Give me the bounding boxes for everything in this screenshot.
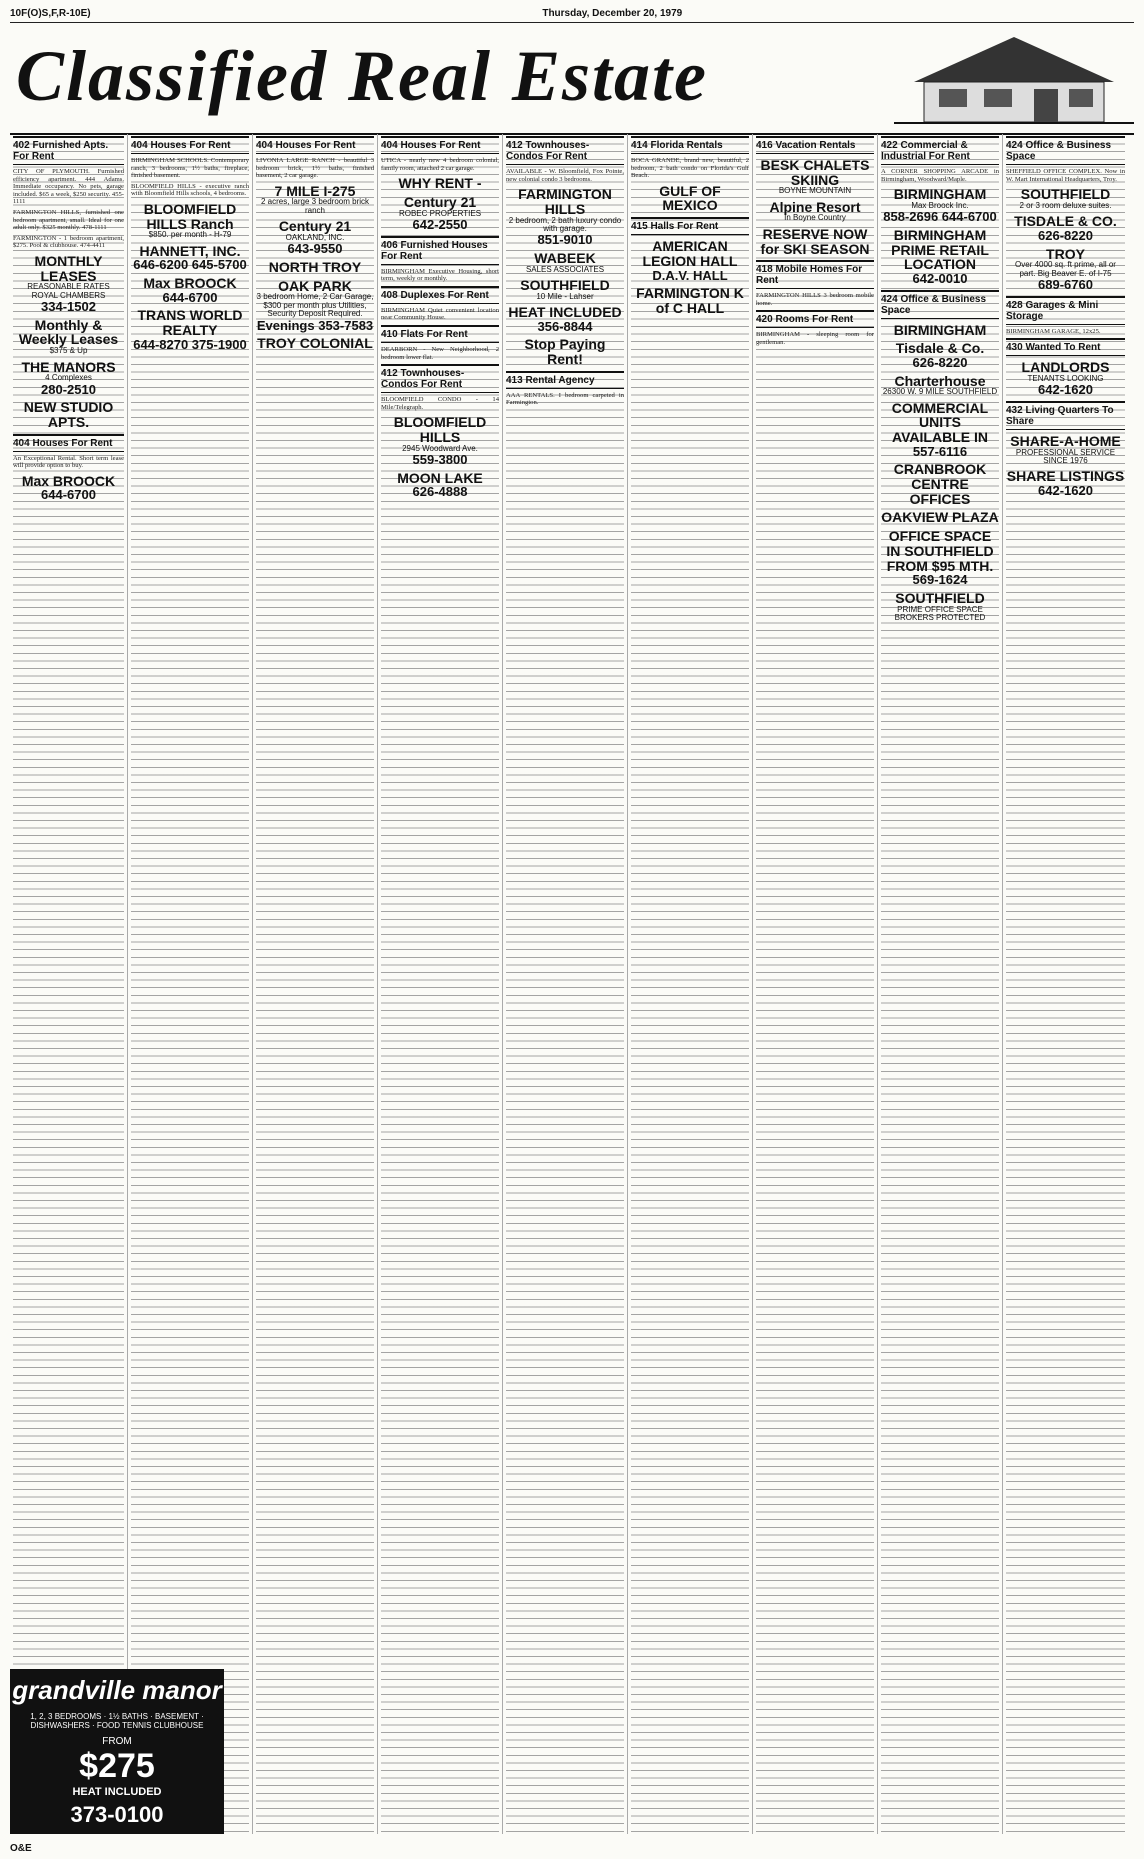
display-ad	[1006, 360, 1125, 397]
display-ad	[881, 401, 999, 459]
display-ad-phone: 569-1624	[912, 572, 968, 588]
display-ad	[131, 244, 249, 272]
section-heading: 424 Office & Business Space	[1006, 136, 1125, 165]
display-ad	[1006, 247, 1125, 292]
column	[878, 134, 1003, 1834]
display-ad-sub: 4 Complexes	[45, 373, 92, 383]
classified-ad: FARMINGTON HILLS 3 bedroom mobile home.	[756, 292, 874, 307]
display-ad-title: 7 MILE I-275	[274, 182, 356, 199]
section-heading: 410 Flats For Rent	[381, 325, 499, 343]
section-heading: 430 Wanted To Rent	[1006, 338, 1125, 356]
display-ad-phone: 626-4888	[412, 484, 468, 500]
section-heading: 432 Living Quarters To Share	[1006, 401, 1125, 430]
display-ad-sub: $850. per month - H-79	[148, 230, 232, 240]
display-ad	[506, 187, 624, 247]
manor-features: 1, 2, 3 BEDROOMS · 1½ BATHS · BASEMENT · DISHWASHERS · FOOD TENNIS CLUBHOUSE	[30, 1712, 204, 1730]
display-ad-title: NEW STUDIO APTS.	[23, 399, 114, 430]
display-ad-title: TROY	[1046, 245, 1085, 262]
display-ad-phone: 642-2550	[412, 216, 468, 232]
section-heading: 422 Commercial & Industrial For Rent	[881, 136, 999, 165]
manor-phone: 373-0100	[70, 1802, 164, 1827]
section-heading: 406 Furnished Houses For Rent	[381, 236, 499, 265]
column	[253, 134, 378, 1834]
display-ad-title: FARMINGTON HILLS	[518, 186, 612, 217]
manor-price: $275	[79, 1747, 155, 1785]
display-ad	[506, 278, 624, 301]
display-ad	[881, 228, 999, 286]
display-ad-sub: PRIME OFFICE SPACE BROKERS PROTECTED	[894, 604, 986, 622]
display-ad-phone: 689-6760	[1038, 277, 1093, 293]
display-ad	[881, 462, 999, 506]
display-ad-title: Stop Paying Rent!	[524, 336, 606, 368]
display-ad	[256, 336, 374, 351]
display-ad	[381, 415, 499, 466]
display-ad	[13, 318, 124, 356]
display-ad-sub: 2 or 3 room deluxe suites.	[1019, 200, 1112, 210]
display-ad-phone: 626-8220	[912, 354, 968, 370]
classified-ad: DEARBORN - New Neighborhood, 2 bedroom lower flat.	[381, 345, 499, 361]
display-ad-phone: 356-8844	[537, 318, 593, 334]
display-ad	[881, 591, 999, 622]
classified-ad: BIRMINGHAM Executive Housing, short term, weekly or monthly.	[381, 267, 499, 283]
display-ad-sub: 26300 W. 9 MILE SOUTHFIELD	[882, 387, 998, 397]
display-ad-phone: 642-1620	[1038, 483, 1093, 499]
display-ad-title: HEAT INCLUDED	[508, 304, 622, 321]
body-text-lines	[506, 134, 624, 1834]
display-ad-phone: 644-6700	[41, 487, 96, 503]
display-ad	[256, 260, 374, 275]
display-ad-title: THE MANORS	[21, 358, 116, 375]
display-ad	[1006, 434, 1125, 465]
display-ad	[381, 176, 499, 191]
display-ad-sub: 3 bedroom Home, 2 Car Garage, $300 per month plus Utilities, Security Deposit Required.	[256, 292, 374, 319]
display-ad	[13, 474, 124, 502]
display-ad-title: OFFICE SPACE IN SOUTHFIELD FROM $95 MTH.	[886, 528, 994, 574]
display-ad-phone: 644-8270 375-1900	[133, 336, 247, 352]
display-ad-phone: 280-2510	[41, 381, 96, 397]
display-ad	[631, 239, 749, 282]
display-ad-title: GULF OF MEXICO	[659, 182, 721, 214]
display-ad-title: NORTH TROY	[268, 258, 362, 275]
display-ad-title: AMERICAN LEGION HALL	[642, 238, 738, 269]
display-ad	[1006, 187, 1125, 210]
section-heading: 414 Florida Rentals	[631, 136, 749, 154]
display-ad-title: MOON LAKE	[397, 469, 483, 486]
display-ad-title: BIRMINGHAM	[893, 321, 987, 338]
display-ad-title: BLOOMFIELD HILLS Ranch	[143, 200, 237, 232]
display-ad-sub: 10 Mile - Lahser	[536, 291, 594, 301]
display-ad	[381, 195, 499, 232]
display-ad	[881, 510, 999, 525]
display-ad-title: BIRMINGHAM	[893, 186, 987, 203]
section-heading: 404 Houses For Rent	[13, 434, 124, 452]
display-ad	[1006, 469, 1125, 497]
display-ad-sub: SALES ASSOCIATES	[525, 264, 605, 274]
classified-ad: AAA RENTALS. I bedroom carpeted in Farmington.	[506, 391, 624, 407]
display-ad-phone: 646-6200 645-5700	[133, 257, 247, 273]
display-ad-title: WABEEK	[534, 249, 596, 266]
section-heading: 408 Duplexes For Rent	[381, 286, 499, 304]
display-ad-title: TROY COLONIAL	[257, 335, 373, 352]
display-ad-phone: 643-9550	[287, 241, 343, 257]
column	[753, 134, 878, 1834]
classified-ad: CITY OF PLYMOUTH. Furnished efficiency apartment. 444 Adams. Immediate occupancy. No pets, garage included. $65 a week, $250 security. 455-1111	[13, 168, 124, 206]
section-heading: 418 Mobile Homes For Rent	[756, 260, 874, 289]
display-ad-title: Charterhouse	[894, 372, 986, 389]
section-heading: 415 Halls For Rent	[631, 217, 749, 235]
display-ad	[131, 276, 249, 304]
display-ad	[131, 202, 249, 240]
section-heading: 412 Townhouses-Condos For Rent	[506, 136, 624, 165]
listing-columns	[10, 134, 1134, 1834]
column	[503, 134, 628, 1834]
classified-ad: A CORNER SHOPPING ARCADE in Birmingham, Woodward/Maple.	[881, 168, 999, 183]
classified-ad: BLOOMFIELD CONDO - 14 Mile/Telegraph.	[381, 396, 499, 411]
display-ad-phone: 626-8220	[1038, 227, 1093, 243]
display-ad	[756, 227, 874, 256]
display-ad-title: FARMINGTON K of C HALL	[636, 285, 744, 316]
display-ad	[756, 200, 874, 223]
display-ad-phone: 642-1620	[1038, 382, 1093, 398]
classified-ad: An Exceptional Rental. Short term lease will provide option to buy.	[13, 454, 124, 470]
display-ad-title: BIRMINGHAM PRIME RETAIL LOCATION	[891, 226, 989, 273]
manor-name: grandville manor	[12, 1675, 222, 1705]
display-ad	[881, 374, 999, 397]
display-ad	[881, 323, 999, 338]
masthead	[10, 23, 1134, 135]
display-ad-title: COMMERCIAL UNITS AVAILABLE IN	[891, 399, 989, 446]
section-heading: 412 Townhouses-Condos For Rent	[381, 364, 499, 393]
display-ad-title: BESK CHALETS SKIING	[760, 157, 870, 188]
display-ad	[756, 158, 874, 196]
display-ad-title: Monthly & Weekly Leases	[18, 316, 119, 348]
classified-ad: FARMINGTON - 1 bedroom apartment, $275. Pool & clubhouse. 474-4411	[13, 234, 124, 250]
display-ad	[631, 184, 749, 213]
section-heading: 402 Furnished Apts. For Rent	[13, 136, 124, 165]
display-ad-phone: 644-6700	[162, 289, 218, 305]
display-ad	[506, 251, 624, 274]
display-ad-phone: 334-1502	[41, 299, 96, 315]
display-ad-sub: TENANTS LOOKING	[1027, 373, 1104, 383]
classified-ad: LIVONIA LARGE RANCH - beautiful 3 bedroom brick, 1½ baths, finished basement, 2 car garage.	[256, 157, 374, 180]
manor-heat: HEAT INCLUDED	[72, 1786, 162, 1798]
manor-from: FROM	[102, 1736, 132, 1747]
classified-ad: BOCA GRANDE, brand new, beautiful, 2 bedroom, 2 bath condo on Florida's Gulf Beach.	[631, 157, 749, 180]
display-ad-title: Alpine Resort	[769, 198, 861, 215]
section-heading: 404 Houses For Rent	[381, 136, 499, 154]
display-ad-title: Century 21	[278, 218, 352, 235]
display-ad-sub: OAKLAND, INC.	[285, 232, 345, 242]
display-ad	[381, 471, 499, 499]
display-ad-phone: Evenings 353-7583	[256, 317, 374, 333]
display-ad-sub: 2 bedroom, 2 bath luxury condo with garage.	[508, 215, 622, 233]
column	[628, 134, 753, 1834]
display-ad-title: SHARE LISTINGS	[1006, 468, 1125, 485]
section-heading: 416 Vacation Rentals	[756, 136, 874, 154]
classified-ad: AVAILABLE - W. Bloomfield, Fox Pointe, new colonial condo 3 bedrooms.	[506, 168, 624, 183]
display-ad-sub: REASONABLE RATES	[27, 282, 110, 292]
display-ad-note: ROYAL CHAMBERS	[31, 290, 106, 300]
body-text-lines	[756, 134, 874, 1834]
display-ad-phone: 851-9010	[537, 232, 593, 248]
display-ad-sub: Max Broock Inc.	[911, 200, 969, 210]
display-ad	[131, 308, 249, 351]
display-ad-sub: 2945 Woodward Ave.	[402, 443, 478, 453]
display-ad-sub: ROBEC PROPERTIES	[398, 208, 482, 218]
display-ad-sub: $375 & Up	[49, 346, 88, 356]
section-heading: 413 Rental Agency	[506, 371, 624, 389]
display-ad	[881, 529, 999, 587]
display-ad	[506, 337, 624, 366]
classified-ad: FARMINGTON HILLS, furnished one bedroom apartment, small. Ideal for one adult only. $325 monthly. 478-1111	[13, 208, 124, 232]
display-ad-title: HANNETT, INC.	[139, 242, 241, 259]
display-ad-title: SOUTHFIELD	[1020, 186, 1111, 203]
display-ad-sub: 2 acres, large 3 bedroom brick ranch	[260, 197, 370, 215]
display-ad-title: RESERVE NOW for SKI SEASON	[760, 225, 870, 257]
display-ad-title: WHY RENT -	[398, 175, 482, 192]
classified-ad: BIRMINGHAM Quiet convenient location near Community House.	[381, 306, 499, 322]
display-ad-sub: BOYNE MOUNTAIN	[778, 186, 852, 196]
body-text-lines	[256, 134, 374, 1834]
display-ad-title: TISDALE & CO.	[1014, 213, 1117, 230]
page-number: 10F(O)S,F,R-10E)	[10, 7, 91, 19]
display-ad-phone: D.A.V. HALL	[652, 267, 728, 283]
section-heading: 420 Rooms For Rent	[756, 310, 874, 328]
body-text-lines	[131, 134, 249, 1834]
display-ad	[506, 305, 624, 333]
display-ad-title: TRANS WORLD REALTY	[137, 307, 243, 339]
display-ad-title: CRANBROOK CENTRE OFFICES	[893, 461, 987, 507]
column	[378, 134, 503, 1834]
display-ad-title: BLOOMFIELD HILLS	[393, 414, 487, 446]
page-date: Thursday, December 20, 1979	[542, 7, 683, 19]
display-ad-phone: 642-0010	[912, 270, 968, 286]
footer-label: O&E	[10, 1843, 32, 1854]
display-ad-title: Max BROOCK	[21, 472, 116, 489]
column	[10, 134, 128, 1834]
display-ad-title: Century 21	[403, 193, 477, 210]
grandville-manor-ad	[10, 1669, 224, 1834]
classified-ad: BIRMINGHAM - sleeping room for gentleman.	[756, 331, 874, 346]
display-ad	[631, 286, 749, 315]
section-heading: 404 Houses For Rent	[256, 136, 374, 154]
display-ad	[256, 219, 374, 256]
newspaper-page	[10, 4, 1134, 1854]
section-heading: 424 Office & Business Space	[881, 290, 999, 319]
display-ad-sub: PROFESSIONAL SERVICE SINCE 1976	[1015, 447, 1116, 466]
section-heading: 404 Houses For Rent	[131, 136, 249, 154]
display-ad-sub: In Boyne Country	[784, 213, 846, 223]
classified-ad: SHEFFIELD OFFICE COMPLEX. Now in W. Mart International Headquarters, Troy.	[1006, 168, 1125, 183]
display-ad-title: MONTHLY LEASES	[34, 252, 103, 284]
display-ad-phone: 557-6116	[912, 443, 968, 459]
display-ad	[881, 187, 999, 224]
classified-ad: BLOOMFIELD HILLS - executive ranch with Bloomfield Hills schools, 4 bedrooms.	[131, 182, 249, 198]
display-ad-sub: Over 4000 sq. ft prime, all or part. Big Beaver E. of I-75	[1015, 260, 1116, 278]
classified-ad: BIRMINGHAM GARAGE, 12x25.	[1006, 327, 1101, 335]
display-ad	[13, 360, 124, 397]
display-ad	[13, 400, 124, 429]
display-ad-title: Tisdale & Co.	[895, 340, 985, 357]
display-ad	[13, 254, 124, 314]
display-ad	[881, 341, 999, 369]
display-ad-title: Max BROOCK	[143, 275, 237, 292]
display-ad-title: SOUTHFIELD	[520, 277, 610, 294]
display-ad-phone: 858-2696 644-6700	[883, 209, 997, 225]
display-ad-title: OAK PARK	[278, 277, 352, 294]
display-ad-phone: 559-3800	[412, 452, 468, 468]
classified-ad: UTICA - nearly new 4 bedroom colonial, family room, attached 2 car garage.	[381, 157, 499, 172]
display-ad	[256, 184, 374, 215]
display-ad-title: OAKVIEW PLAZA	[881, 509, 999, 526]
column	[128, 134, 253, 1834]
house-illustration	[894, 27, 1134, 127]
page-topline	[10, 4, 1134, 23]
display-ad-title: SOUTHFIELD	[895, 589, 985, 606]
column	[1003, 134, 1128, 1834]
display-ad	[1006, 214, 1125, 242]
classified-ad: BIRMINGHAM SCHOOLS. Contemporary ranch, 3 bedrooms, 1½ baths, fireplace, finished basement.	[131, 157, 249, 180]
display-ad	[256, 279, 374, 333]
page-title: Classified Real Estate	[16, 36, 708, 116]
display-ad-title: LANDLORDS	[1021, 359, 1110, 376]
display-ad-title: SHARE-A-HOME	[1010, 433, 1121, 450]
section-heading: 428 Garages & Mini Storage	[1006, 296, 1125, 325]
body-text-lines	[631, 134, 749, 1834]
